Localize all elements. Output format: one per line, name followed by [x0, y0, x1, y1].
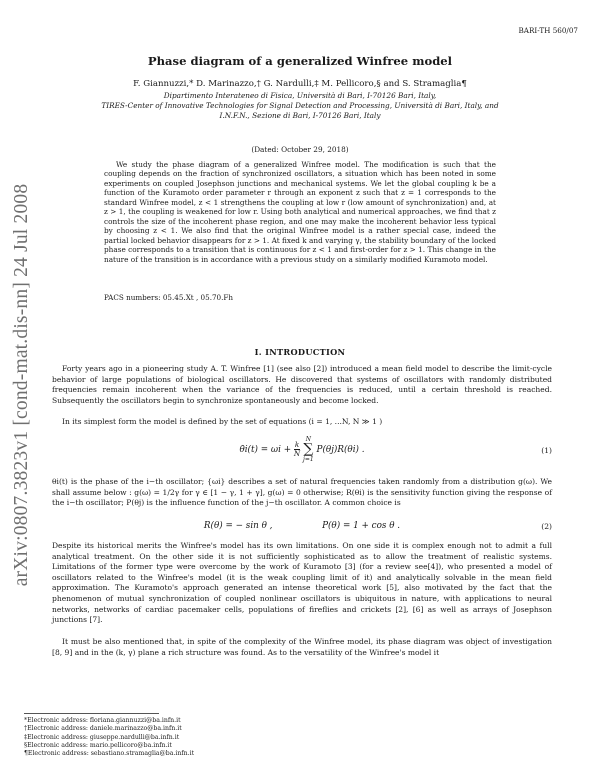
intro-paragraph-4 — [52, 541, 552, 626]
footnote-3: ‡Electronic address: giuseppe.nardulli@ba.infn.it — [24, 733, 180, 741]
intro-paragraph-2 — [52, 417, 552, 428]
paper-title: Phase diagram of a generalized Winfree model — [147, 54, 453, 68]
fraction-denominator: N — [293, 449, 301, 458]
section-heading: I. INTRODUCTION — [254, 347, 346, 357]
intro-paragraph-1 — [52, 364, 552, 406]
equation-2 — [52, 521, 552, 535]
author-list: F. Giannuzzi,* D. Marinazzo,† G. Nardulli,‡ M. Pellicoro,§ and S. Stramaglia¶ — [133, 79, 467, 89]
arxiv-stamp-text: arXiv:0807.3823v1 [cond-mat.dis-nn] 24 Jul 2008 — [11, 183, 32, 587]
footnotes — [24, 717, 424, 758]
footnote-5: ¶Electronic address: sebastiano.stramaglia@ba.infn.it — [24, 750, 195, 758]
footnote-1: *Electronic address: floriana.giannuzzi@ba.infn.it — [24, 717, 181, 724]
equation-1-number: (1) — [541, 446, 552, 455]
footnote-4: §Electronic address: mario.pellicoro@ba.infn.it — [24, 741, 172, 749]
sum-upper-limit: N — [305, 436, 312, 443]
equation-2-right: P(θ) = 1 + cos θ . — [322, 521, 401, 531]
footnote-2: †Electronic address: daniele.marinazzo@ba.infn.it — [24, 725, 182, 733]
affiliation-1: Dipartimento Interateneo di Fisica, Università di Bari, I-70126 Bari, Italy, — [163, 91, 437, 100]
sum-lower-limit: j=1 — [303, 456, 314, 463]
abstract-text: We study the phase diagram of a generalized Winfree model. The modification is such that the coupling depends on the fraction of synchronized oscillators, a situation which has been noted in some experiments on coupled Josephson junctions and mechanical systems. We let the global coupling k be a function of the Kuramoto order parameter r through an exponent z such that z = 1 corresponds to the standard Winfree model, z < 1 strengthens the coupling at low r (low amount of synchronization) and, at z > 1, the coupling is weakened for low r. Using both analytical and numerical approaches, we find that z controls the size of the incoherent phase region, and one may make the incoherent behavior less typical by choosing z < 1. We also find that the original Winfree model is a rather special case, indeed the partial locked behavior disappears for z > 1. At fixed k and varying γ, the stability boundary of the locked phase corresponds to a transition that is continuous for z < 1 and first-order for z > 1. This change in the nature of the transition is in accordance with a previous study on a similarly modified Kuramoto model. — [104, 160, 496, 264]
fraction-numerator: k — [294, 440, 300, 449]
intro-paragraph-3 — [52, 477, 552, 509]
paragraph-text: Forty years ago in a pioneering study A. T. Winfree [1] (see also [2]) introduced a mean field model to describe the limit-cycle behavior of large populations of biological oscillators. He discovered that systems of oscillators with randomly distributed frequencies remain incoherent when the variance of the frequencies is reduced, until a certain threshold is reached. Subsequently the oscillators begin to synchronize spontaneously and become locked. — [52, 364, 552, 405]
equation-1-fraction — [294, 441, 300, 458]
equation-2-left: R(θ) = − sin θ , — [203, 521, 273, 531]
equation-2-number: (2) — [541, 522, 552, 531]
intro-paragraph-5 — [52, 637, 552, 658]
date-line: (Dated: October 29, 2018) — [251, 145, 349, 154]
summation — [303, 436, 314, 463]
affiliation-2: TIRES-Center of Innovative Technologies for Signal Detection and Processing, Università di Bari, Italy, and — [101, 101, 499, 110]
pacs-numbers: PACS numbers: 05.45.Xt , 05.70.Fh — [104, 293, 234, 302]
arxiv-stamp — [2, 150, 42, 620]
sigma-symbol: ∑ — [303, 441, 314, 457]
abstract — [104, 160, 496, 264]
equation-1-rhs: P(θj)R(θi) . — [316, 445, 365, 455]
equation-1-lhs: θ̇i(t) = ωi + — [239, 445, 292, 455]
paragraph-text: It must be also mentioned that, in spite of the complexity of the Winfree model, its phase diagram was object of investigation [8, 9] and in the (k, γ) plane a rich structure was found. As to the versatility of the Winfree's model it — [52, 637, 552, 657]
paragraph-text: θi(t) is the phase of the i−th oscillator; {ωi} describes a set of natural frequencies taken randomly from a distribution g(ω). We shall assume below : g(ω) = 1/2γ for γ ∈ [1 − γ, 1 + γ], g(ω) = 0 otherwise; R(θi) is the sensitivity function giving the response of the i−th oscillator; P(θj) is the influence function of the j−th oscillator. A common choice is — [52, 477, 552, 508]
footnote-rule — [24, 713, 159, 714]
report-number: BARI-TH 560/07 — [518, 26, 578, 35]
paragraph-text: Despite its historical merits the Winfree's model has its own limitations. On one side it is complex enough not to admit a full analytical treatment. On the other side it is not sufficiently sophisticated as to allow the treatment of realistic systems. Limitations of the former type were overcome by the work of Kuramoto [3] (for a review see[4]), who presented a model of oscillators related to the Winfree's model (it is the weak coupling limit of it) and analytically solvable in the mean field approximation. The Kuramoto's approach generated an intense theoretical work [5], also motivated by the fact that the phenomenon of mutual synchronization of coupled nonlinear oscillators is ubiquitous in nature, with applications to neural networks, networks of cardiac pacemaker cells, populations of fireflies and crickets [2], [6] as well as arrays of Josephson junctions [7]. — [52, 541, 552, 625]
affiliation-3: I.N.F.N., Sezione di Bari, I-70126 Bari, Italy — [219, 111, 381, 120]
paragraph-text: In its simplest form the model is defined by the set of equations (i = 1, ...N, N ≫ 1 ) — [62, 417, 383, 426]
equation-1 — [52, 432, 552, 468]
